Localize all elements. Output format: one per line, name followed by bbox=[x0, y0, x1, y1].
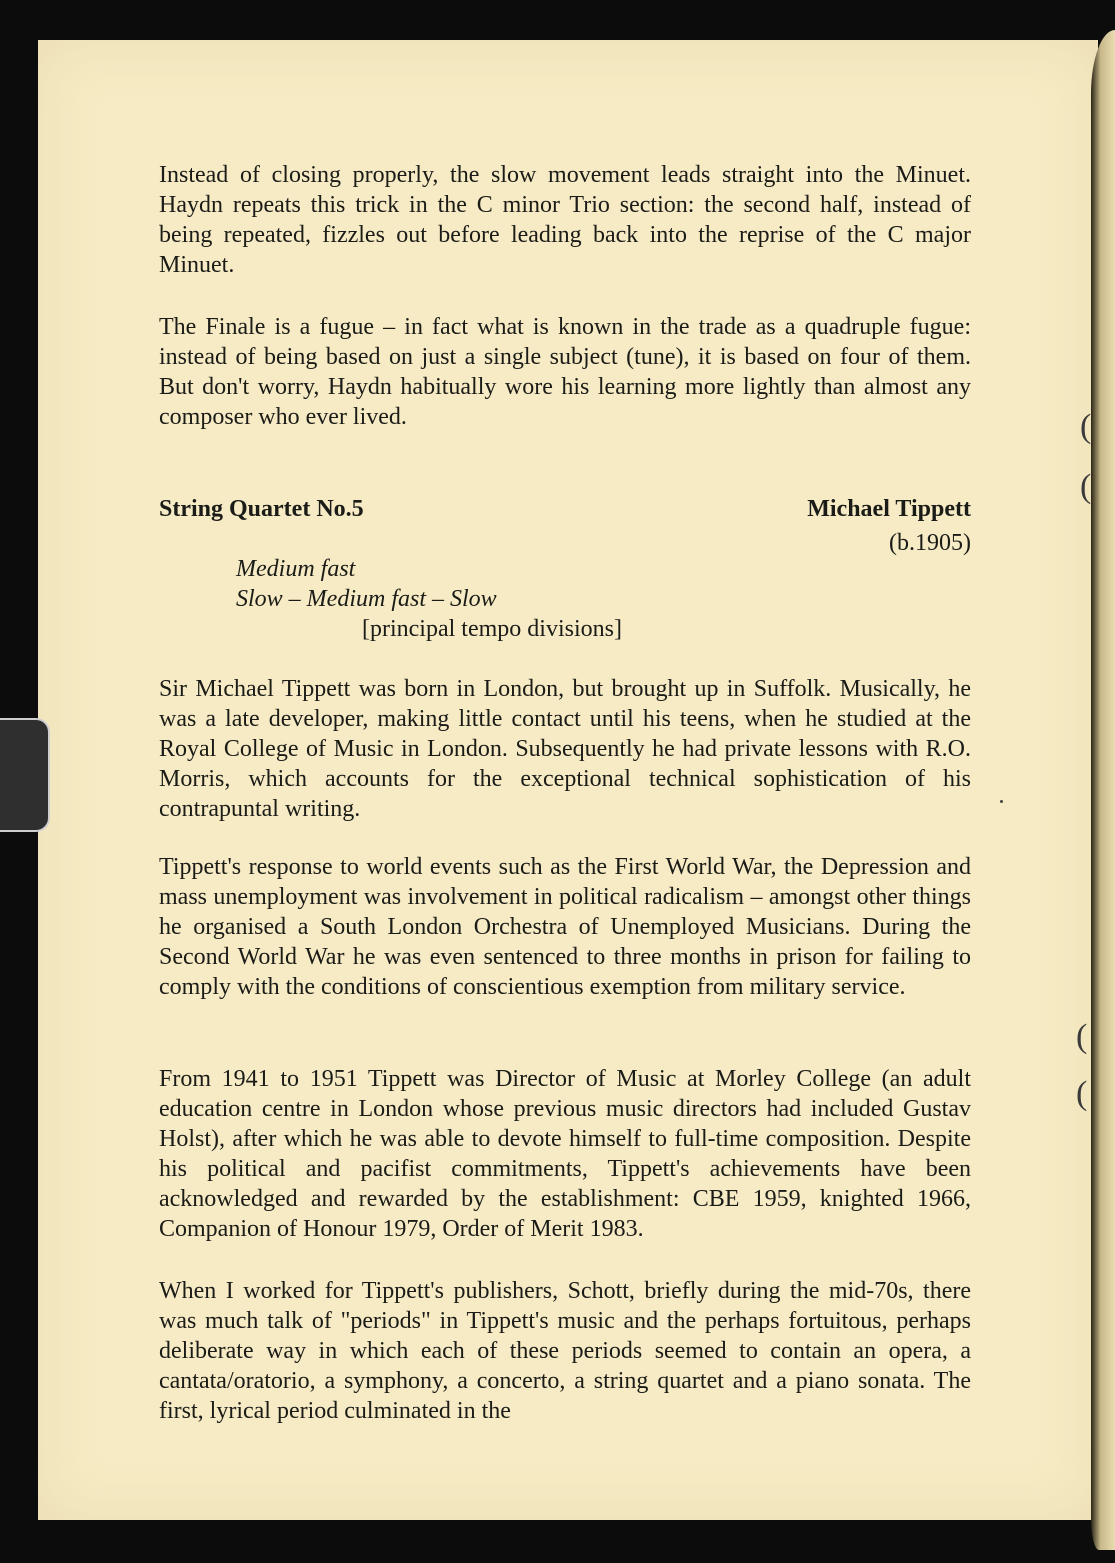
paragraph bbox=[159, 1064, 971, 1244]
paragraph-text: Instead of closing properly, the slow movement leads straight into the Minuet. Haydn repeats this trick in the C minor Trio section: the second half, instead of being repeated, fizzles out before leading back into the reprise of the C major Minuet. bbox=[159, 162, 971, 278]
paragraph bbox=[159, 312, 971, 432]
tempo-line: Slow – Medium fast – Slow bbox=[236, 586, 497, 612]
binder-clip bbox=[0, 718, 50, 832]
tempo-indications bbox=[236, 554, 497, 614]
composer-birth: (b.1905) bbox=[889, 530, 971, 556]
piece-heading bbox=[159, 494, 971, 558]
paragraph-text: From 1941 to 1951 Tippett was Director of Music at Morley College (an adult education centre in London whose previous music directors had included Gustav Holst), after which he was able to devote himself to full-time composition. Despite his political and pacifist commitments, Tippett's achievements have been acknowledged and rewarded by the establishment: CBE 1959, knighted 1966, Companion of Honour 1979, Order of Merit 1983. bbox=[159, 1066, 971, 1242]
paragraph bbox=[159, 852, 971, 1002]
bleed-bracket-mark: ( bbox=[1076, 1075, 1088, 1112]
paragraph-text: Sir Michael Tippett was born in London, but brought up in Suffolk. Musically, he was a late developer, making little contact until his teens, when he studied at the Royal College of Music in London. Subsequently he had private lessons with R.O. Morris, which accounts for the exceptional technical sophistication of his contrapuntal writing. bbox=[159, 676, 971, 822]
bleed-bracket-mark: ( bbox=[1076, 1018, 1088, 1055]
paragraph-text: When I worked for Tippett's publishers, Schott, briefly during the mid-70s, there was much talk of "periods" in Tippett's music and the perhaps fortuitous, perhaps deliberate way in which each of these periods seemed to contain an opera, a cantata/oratorio, a symphony, a concerto, a string quartet and a piano sonata. The first, lyrical period culminated in the bbox=[159, 1278, 971, 1424]
paragraph bbox=[159, 1276, 971, 1426]
paragraph-text: Tippett's response to world events such as the First World War, the Depression and mass unemployment was involvement in political radicalism – amongst other things he organised a South London Orchestra of Unemployed Musicians. During the Second World War he was even sentenced to three months in prison for failing to comply with the conditions of conscientious exemption from military service. bbox=[159, 854, 971, 1000]
paragraph bbox=[159, 160, 971, 280]
piece-title: String Quartet No.5 bbox=[159, 496, 364, 522]
tempo-line: Medium fast bbox=[236, 556, 356, 582]
paragraph bbox=[159, 674, 971, 824]
paragraph-text: The Finale is a fugue – in fact what is known in the trade as a quadruple fugue: instead of being based on just a single subject (tune), it is based on four of them. But don't worry, Haydn habitually wore his learning more lightly than almost any composer who ever lived. bbox=[159, 314, 971, 430]
composer-name: Michael Tippett bbox=[807, 496, 971, 522]
tempo-note: [principal tempo divisions] bbox=[362, 616, 622, 642]
speck bbox=[1000, 800, 1003, 803]
page-edge bbox=[1091, 30, 1115, 1550]
bleed-bracket-mark: ( bbox=[1080, 408, 1092, 445]
bleed-bracket-mark: ( bbox=[1080, 468, 1092, 505]
